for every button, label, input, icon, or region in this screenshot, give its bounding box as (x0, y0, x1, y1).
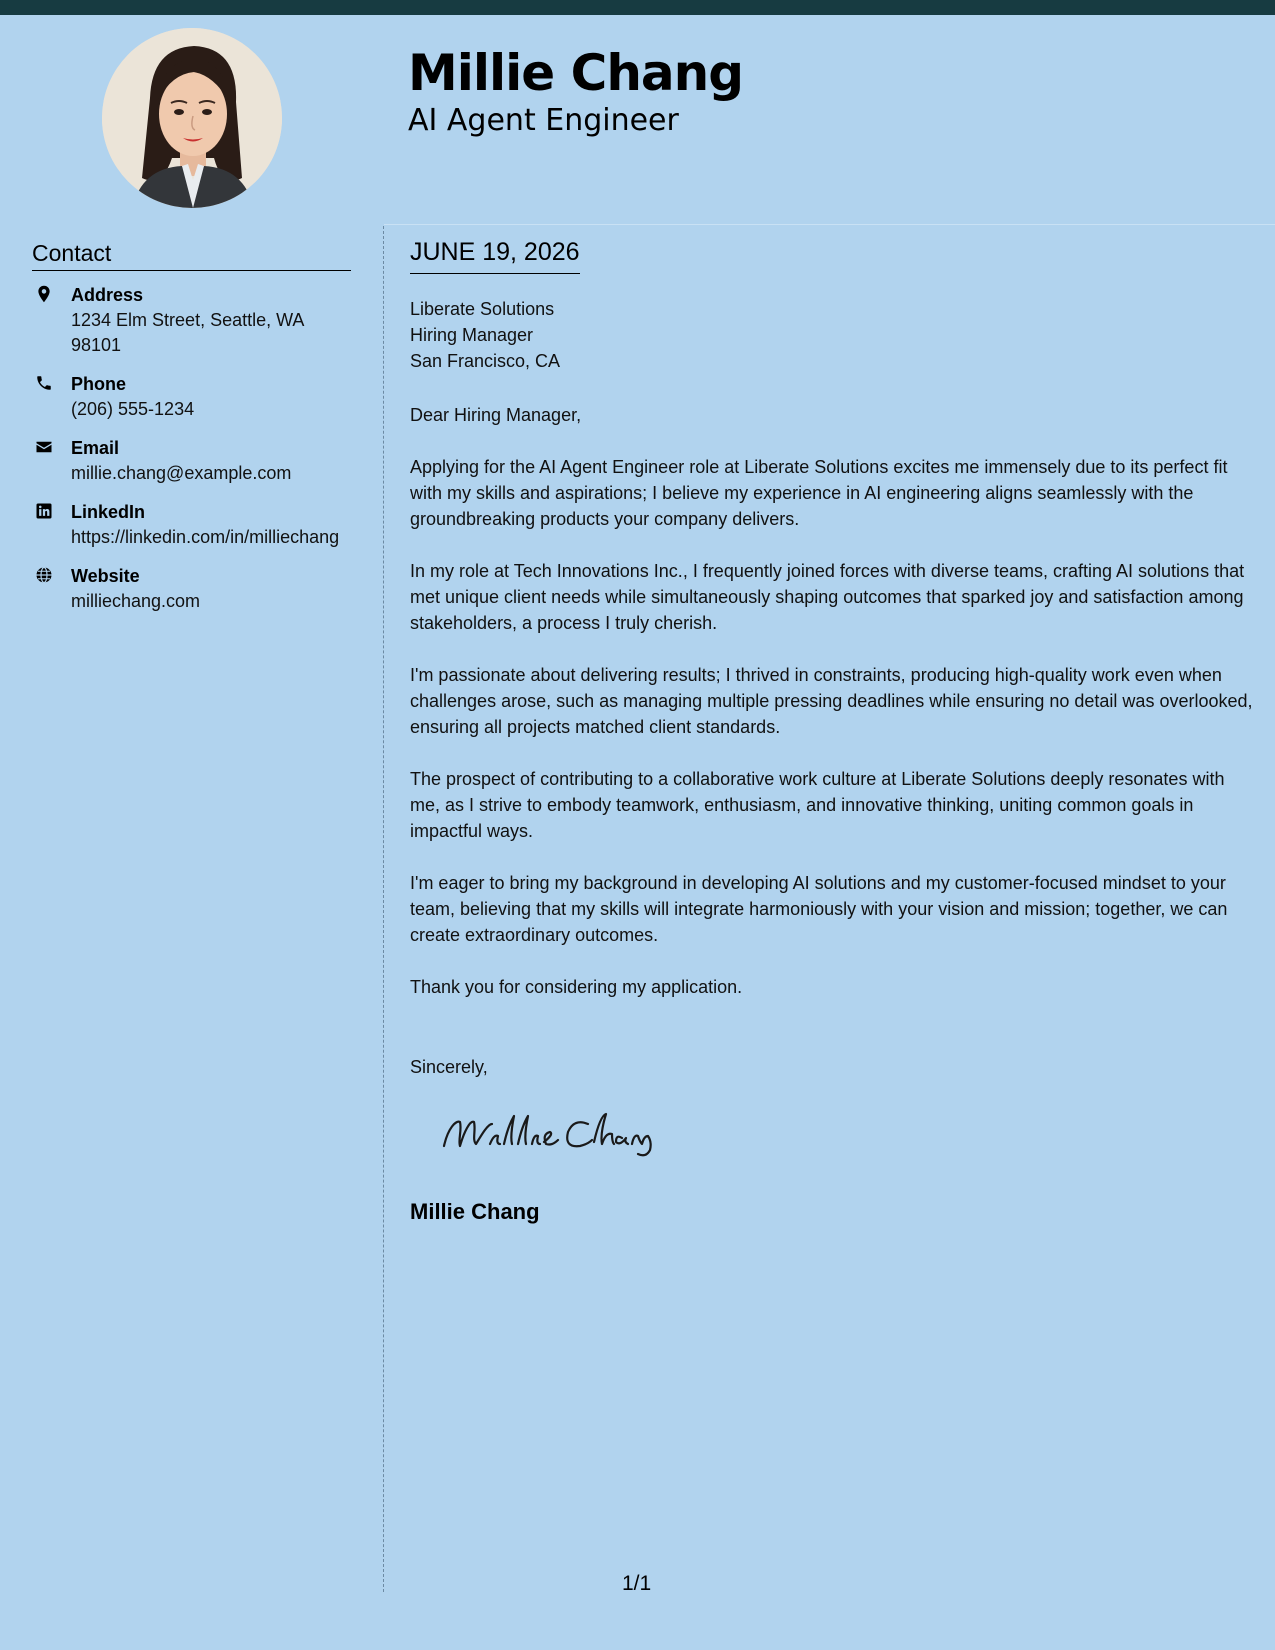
letter-paragraph: I'm eager to bring my background in developing AI solutions and my customer-focused mindset to your team, believing that my skills will integrate harmoniously with your vision and mission; together, we can create extraordinary outcomes. (410, 873, 1228, 945)
letter-date: JUNE 19, 2026 (410, 240, 580, 274)
letter-paragraph: I'm passionate about delivering results; I thrived in constraints, producing high-quality work even when challenges arose, such as managing multiple pressing deadlines while ensuring no detail was overlooked, ensuring all projects matched client standards. (410, 665, 1253, 737)
phone-icon (35, 374, 53, 392)
contact-value[interactable]: milliechang.com (71, 591, 201, 611)
envelope-icon (35, 438, 53, 456)
letter-paragraph: Thank you for considering my application. (410, 977, 743, 997)
salutation: Dear Hiring Manager, (410, 405, 582, 425)
letter-paragraph: Applying for the AI Agent Engineer role at Liberate Solutions excites me immensely due to its perfect fit with my skills and aspirations; I believe my experience in AI engineering aligns seamlessly with the groundbreaking products your company delivers. (410, 457, 1228, 529)
header-divider (384, 224, 1275, 225)
contact-label: Address (71, 285, 144, 305)
handwritten-signature (438, 1108, 1255, 1167)
recipient-contact: Hiring Manager (410, 325, 534, 345)
page-number: 1/1 (622, 1572, 652, 1595)
map-pin-icon (35, 285, 53, 303)
contact-label: LinkedIn (71, 502, 146, 522)
globe-icon (35, 566, 53, 584)
letter-body (410, 240, 1255, 1225)
contact-value[interactable]: https://linkedin.com/in/milliechang (71, 527, 340, 547)
contact-label: Phone (71, 374, 127, 394)
profile-photo (102, 28, 282, 208)
recipient-block (410, 296, 1255, 374)
contact-item-address (32, 283, 351, 358)
signer-name: Millie Chang (410, 1199, 540, 1224)
job-title: AI Agent Engineer (408, 103, 679, 138)
contact-label: Email (71, 438, 120, 458)
contact-item-phone (32, 372, 351, 422)
contact-item-linkedin (32, 500, 351, 550)
contact-sidebar (32, 240, 351, 628)
closing: Sincerely, (410, 1057, 488, 1077)
contact-item-website (32, 564, 351, 614)
contact-value: millie.chang@example.com (71, 463, 292, 483)
recipient-company: Liberate Solutions (410, 299, 555, 319)
contact-value: (206) 555-1234 (71, 399, 195, 419)
candidate-name: Millie Chang (408, 44, 744, 102)
recipient-location: San Francisco, CA (410, 351, 561, 371)
linkedin-icon (35, 502, 53, 520)
contact-heading: Contact (32, 240, 351, 271)
letter-paragraph: In my role at Tech Innovations Inc., I frequently joined forces with diverse teams, crafting AI solutions that met unique client needs while simultaneously shaping outcomes that sparked joy and satisfaction among stakeholders, a process I truly cherish. (410, 561, 1245, 633)
contact-value: 1234 Elm Street, Seattle, WA 98101 (71, 310, 304, 355)
contact-label: Website (71, 566, 140, 586)
column-divider (383, 226, 384, 1592)
letter-paragraph: The prospect of contributing to a collaborative work culture at Liberate Solutions deeply resonates with me, as I strive to embody teamwork, enthusiasm, and innovative thinking, uniting common goals in impactful ways. (410, 769, 1225, 841)
contact-item-email (32, 436, 351, 486)
top-bar (0, 0, 1275, 15)
